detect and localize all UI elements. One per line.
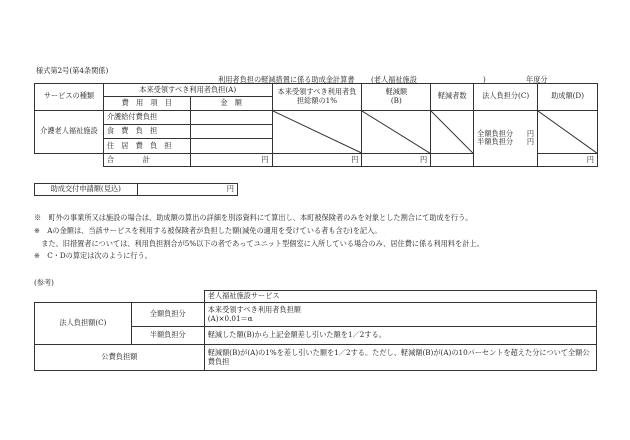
facility-close: ) [483,75,486,84]
corp-full-yen: 円 [526,128,535,138]
request-amount[interactable]: 円 [137,184,238,196]
note-2: ※ Aの金額は、当該サービスを利用する被保険者が負担した額(減免の適用を受けている者も含む)を記入。 [34,226,382,235]
form-label: 様式第2号(第4条関係) [36,66,109,75]
corp-full-label: 全額負担分 [477,128,514,138]
ref-full-text: 本来受領すべき利用者負担額 (A)×0.01＝α [204,303,596,327]
request-table [34,183,238,196]
calculation-table [34,83,598,167]
ref-public-text: 軽減額(B)が(A)の1%を差し引いた額を1／2する。ただし、軽減額(B)が(A)の10パーセントを超えた分について全額公費負担 [204,345,596,371]
corp-cell [474,110,538,166]
total-grant[interactable]: 円 [538,153,598,166]
note-3: また、旧措置者については、利用負担割合が5%以下の者であってユニット型個室に入所している場合のみ、居住費に係る利用料を計上。 [34,239,484,248]
note-4: ※ C・Dの算定は次のように行う。 [34,251,152,260]
ref-col-header: 老人福祉施設サービス [204,291,596,303]
header-grant: 助成額(D) [538,84,598,111]
request-label: 助成交付申請額(見込) [35,184,138,196]
reference-heading: (参考) [34,278,54,287]
service-name: 介護老人福祉施設 [35,110,104,153]
header-corp: 法人負担分(C) [474,84,538,111]
corp-half-yen: 円 [526,137,535,147]
total-empty [35,153,104,166]
ref-half-label: 半額負担分 [131,327,204,345]
corp-half-label: 半額負担分 [477,137,514,147]
ref-corp-label: 法人負担額(C) [35,303,132,345]
document-title: 利用者負担の軽減措置に係る助成金計算書 [218,75,355,84]
header-burden: 本来受領すべき利用者負担(A) [103,84,272,97]
total-label: 合 計 [103,153,190,166]
reduction-blank [362,110,431,153]
amount-care[interactable] [190,110,272,124]
header-amount: 金 額 [190,97,272,110]
total-count[interactable] [431,153,474,166]
item-food: 食 費 負 担 [103,124,190,138]
year-label: 年度分 [526,75,548,84]
grant-blank [538,110,598,153]
ref-half-text: 軽減した額(B)から上記金額差し引いた額を1／2する。 [204,327,596,345]
item-care: 介護給付費負担 [103,110,190,124]
header-reduction: 軽減額 (B) [362,84,431,111]
total-amount[interactable]: 円 [190,153,272,166]
count-blank [431,110,474,153]
total-one-percent[interactable]: 円 [272,153,362,166]
facility-label: (老人福祉施設 [371,75,417,84]
one-percent-blank [272,110,362,153]
header-service: サービスの種類 [35,84,104,111]
total-reduction[interactable]: 円 [362,153,431,166]
note-1: ※ 町外の事業所又は施設の場合は、助成額の算出の詳細を別添資料にて算出し、本町被保険者のみを対象とした割合にて助成を行う。 [34,213,473,222]
item-housing: 住 居 費 負 担 [103,139,190,153]
amount-housing[interactable] [190,139,272,153]
header-one-percent: 本来受領すべき利用者負担総額の1% [272,84,362,111]
header-item: 費 用 項 目 [103,97,190,110]
reference-table [34,290,597,371]
ref-full-label: 全額負担分 [131,303,204,327]
amount-food[interactable] [190,124,272,138]
ref-corner [35,291,205,303]
ref-public-label: 公費負担額 [35,345,205,371]
header-count: 軽減者数 [431,84,474,111]
